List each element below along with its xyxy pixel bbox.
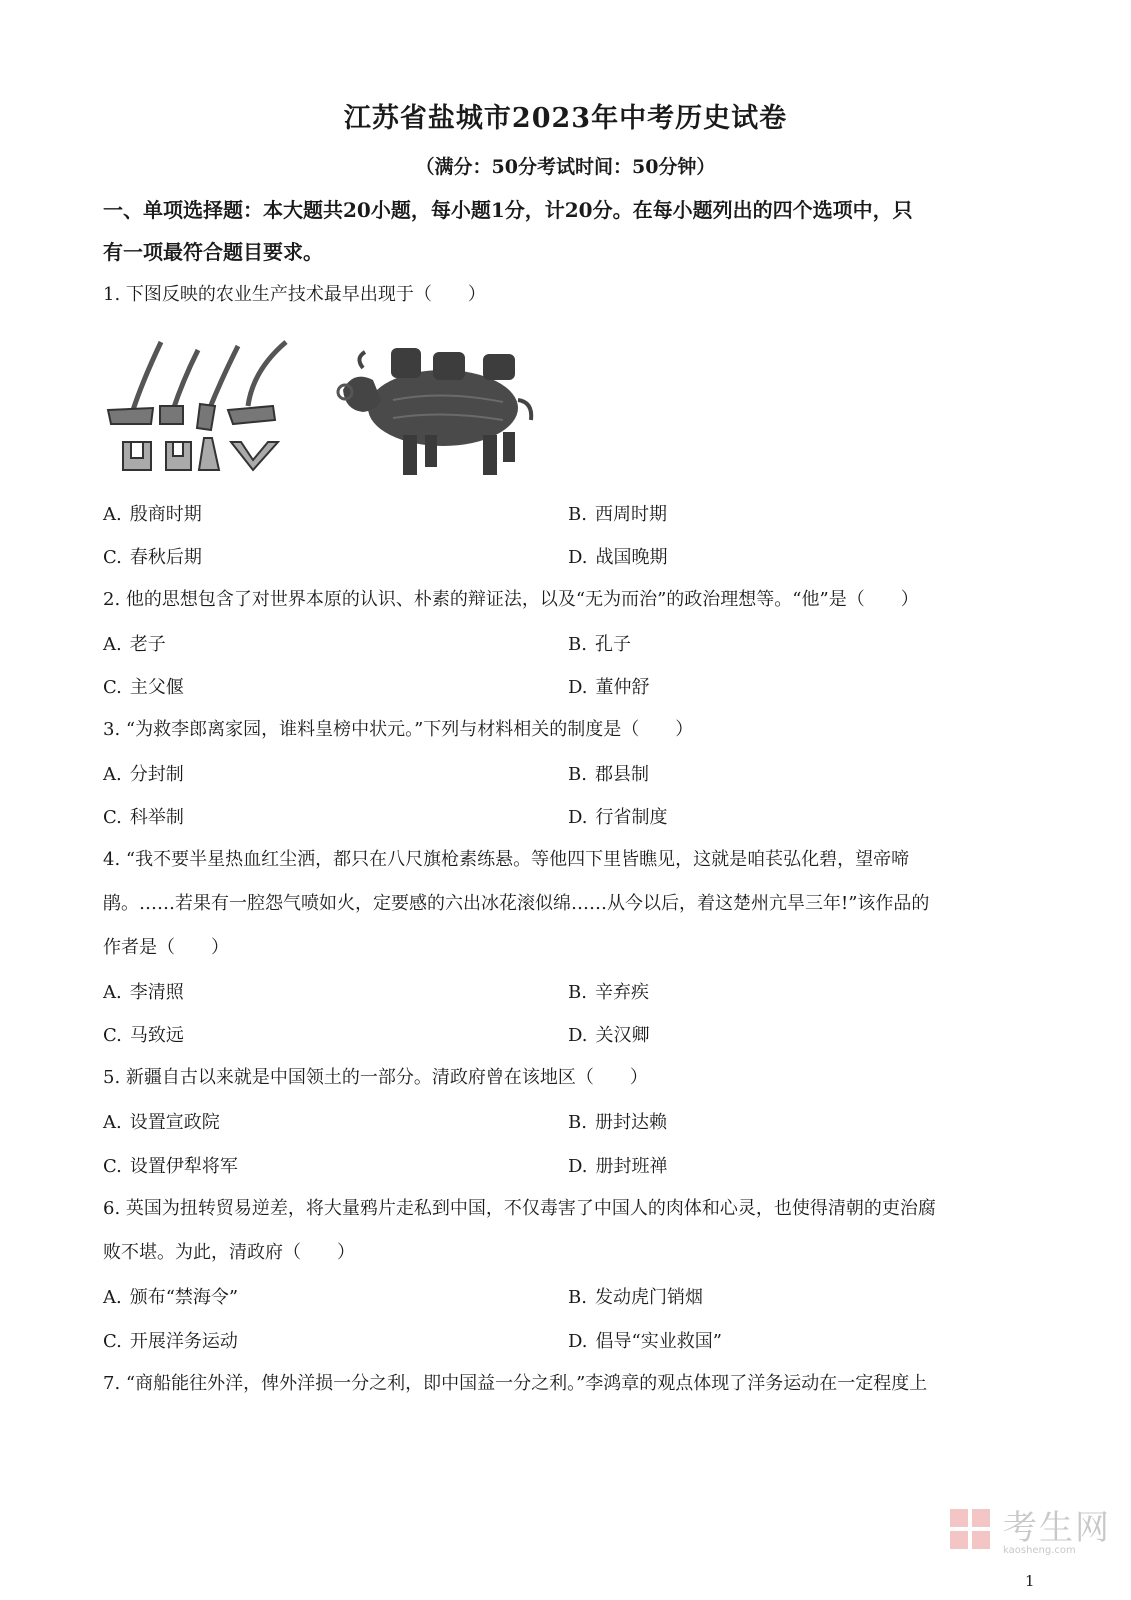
question-6-option-d[interactable]: D. 倡导“实业救国” xyxy=(568,1331,722,1352)
watermark-text: 考生网 xyxy=(1003,1508,1111,1548)
question-6-stem-line1: 6. 英国为扭转贸易逆差，将大量鸦片走私到中国，不仅毒害了中国人的肉体和心灵，也使得清朝的吏治腐 xyxy=(103,1198,936,1219)
watermark-url: kaosheng.com xyxy=(1003,1545,1076,1556)
question-3-option-c[interactable]: C. 科举制 xyxy=(103,807,184,828)
page-number: 1 xyxy=(1025,1572,1035,1590)
question-1-option-c[interactable]: C. 春秋后期 xyxy=(103,547,202,568)
question-5-stem: 5. 新疆自古以来就是中国领土的一部分。清政府曾在该地区（ ） xyxy=(103,1067,648,1088)
question-2-option-b[interactable]: B. 孔子 xyxy=(568,634,631,655)
ox-zun-image xyxy=(338,348,531,475)
question-4-stem-line2: 鹃。……若果有一腔怨气喷如火，定要感的六出冰花滚似绵……从今以后，着这楚州亢旱三年!”该作品的 xyxy=(103,893,930,914)
question-6-stem-line2: 败不堪。为此，清政府（ ） xyxy=(103,1242,355,1263)
question-3-option-b[interactable]: B. 郡县制 xyxy=(568,764,649,785)
question-4-option-d[interactable]: D. 关汉卿 xyxy=(568,1025,650,1046)
page-title: 江苏省盐城市2023年中考历史试卷 xyxy=(343,103,788,134)
question-1-option-b[interactable]: B. 西周时期 xyxy=(568,504,667,525)
kaosheng-logo-icon xyxy=(948,1505,996,1553)
question-4-stem-line1: 4. “我不要半星热血红尘洒，都只在八尺旗枪素练悬。等他四下里皆瞧见，这就是咱苌弘化碧，望帝啼 xyxy=(103,849,910,870)
question-4-option-b[interactable]: B. 辛弃疾 xyxy=(568,982,649,1003)
question-5-option-a[interactable]: A. 设置宣政院 xyxy=(103,1112,220,1133)
question-4-option-c[interactable]: C. 马致远 xyxy=(103,1025,184,1046)
question-6-option-b[interactable]: B. 发动虎门销烟 xyxy=(568,1287,703,1308)
question-5-option-d[interactable]: D. 册封班禅 xyxy=(568,1156,668,1177)
question-1-option-a[interactable]: A. 殷商时期 xyxy=(103,504,202,525)
section-heading-line2: 有一项最符合题目要求。 xyxy=(103,240,323,264)
question-5-option-b[interactable]: B. 册封达赖 xyxy=(568,1112,667,1133)
question-4-stem-line3: 作者是（ ） xyxy=(103,937,229,958)
section-heading-line1: 一、单项选择题：本大题共20小题，每小题1分，计20分。在每小题列出的四个选项中，只 xyxy=(103,198,913,222)
question-1-option-d[interactable]: D. 战国晚期 xyxy=(568,547,668,568)
question-3-option-a[interactable]: A. 分封制 xyxy=(103,764,184,785)
question-2-option-c[interactable]: C. 主父偃 xyxy=(103,677,184,698)
question-4-option-a[interactable]: A. 李清照 xyxy=(103,982,184,1003)
question-2-option-d[interactable]: D. 董仲舒 xyxy=(568,677,650,698)
question-7-stem: 7. “商船能往外洋，俾外洋损一分之利，即中国益一分之利。”李鸿章的观点体现了洋务运动在一定程度上 xyxy=(103,1373,928,1394)
question-6-option-c[interactable]: C. 开展洋务运动 xyxy=(103,1331,238,1352)
question-2-stem: 2. 他的思想包含了对世界本原的认识、朴素的辩证法，以及“无为而治”的政治理想等。“他”是（ ） xyxy=(103,589,919,610)
question-6-option-a[interactable]: A. 颁布“禁海令” xyxy=(103,1287,239,1308)
question-3-stem: 3. “为救李郎离家园，谁料皇榜中状元。”下列与材料相关的制度是（ ） xyxy=(103,719,694,740)
question-1-stem: 1. 下图反映的农业生产技术最早出现于（ ） xyxy=(103,284,486,305)
farming-tools-and-ox-zun-figure xyxy=(103,340,563,490)
question-5-option-c[interactable]: C. 设置伊犁将军 xyxy=(103,1156,238,1177)
iron-tools-image xyxy=(108,342,286,470)
question-3-option-d[interactable]: D. 行省制度 xyxy=(568,807,668,828)
page-subtitle: （满分：50分考试时间：50分钟） xyxy=(415,156,716,178)
question-2-option-a[interactable]: A. 老子 xyxy=(103,634,166,655)
